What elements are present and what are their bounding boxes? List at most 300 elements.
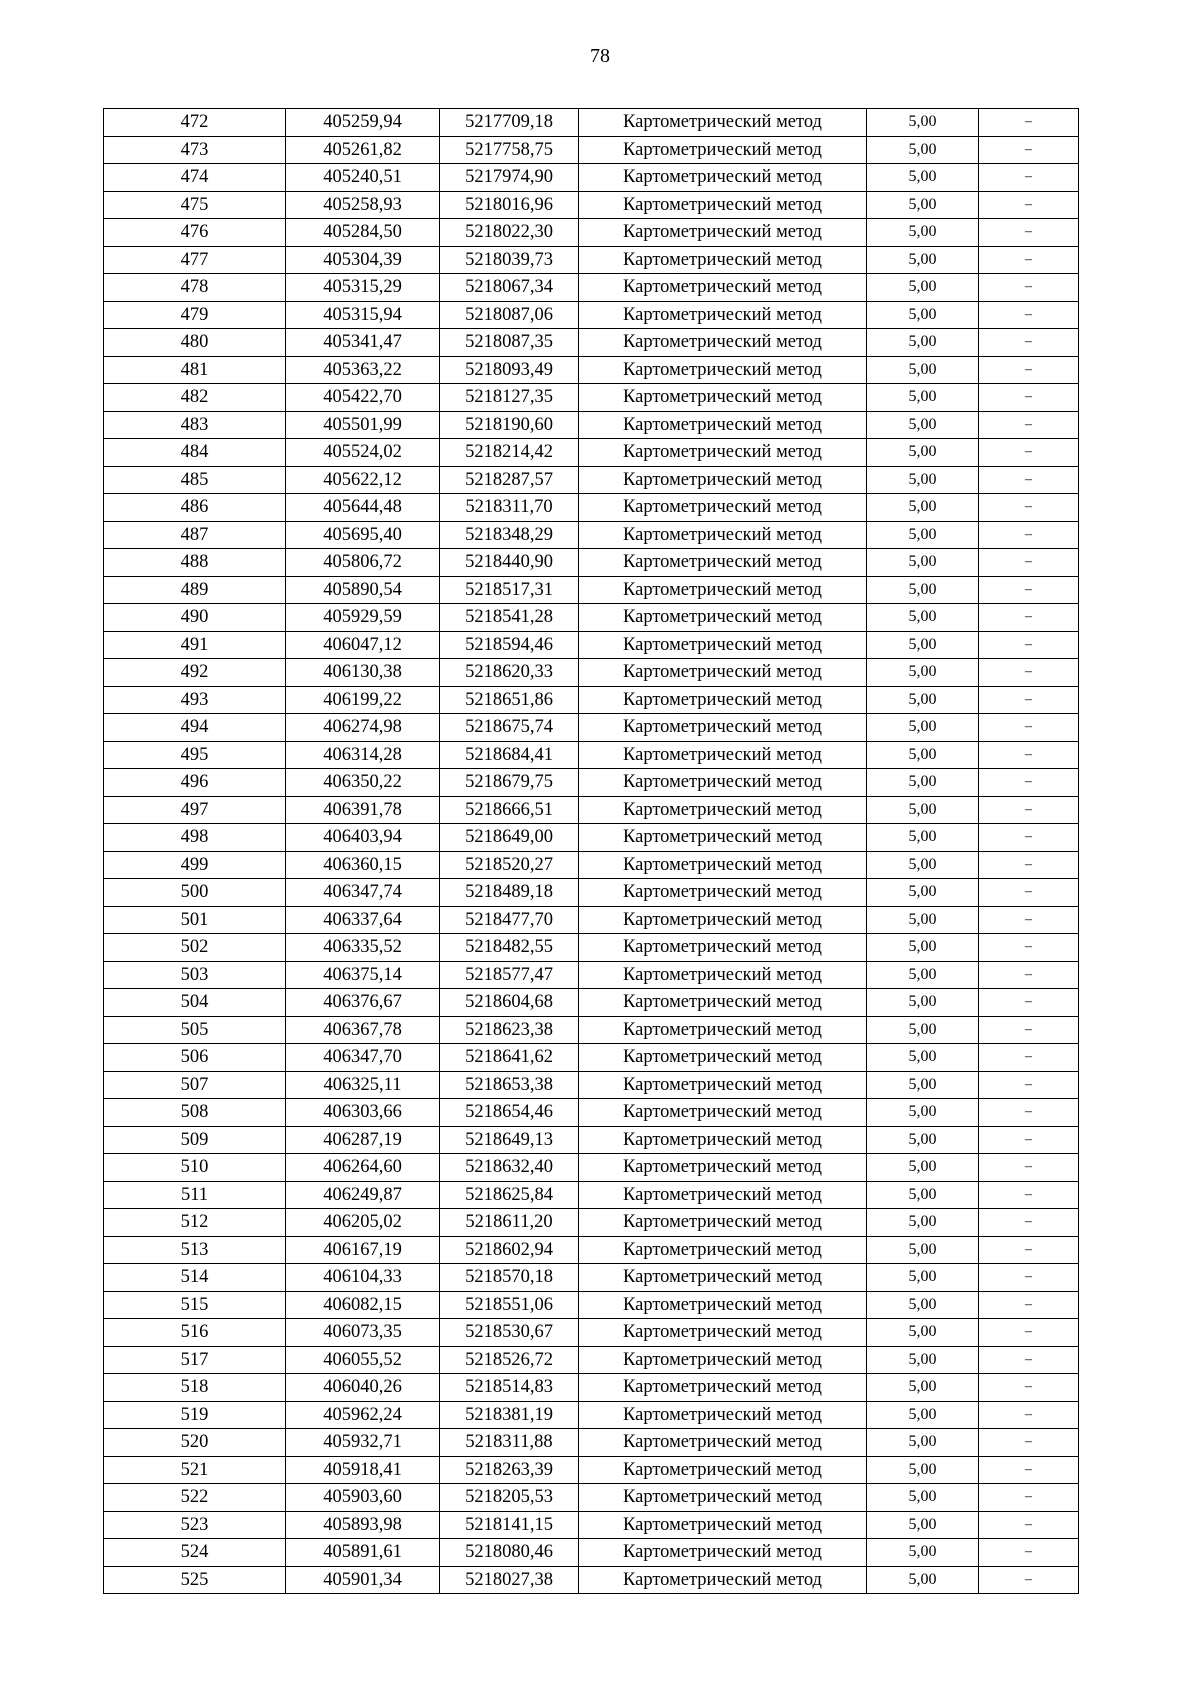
note-cell: – bbox=[979, 1016, 1079, 1044]
x-coordinate-cell: 405929,59 bbox=[286, 604, 440, 632]
x-coordinate-cell: 406367,78 bbox=[286, 1016, 440, 1044]
accuracy-cell: 5,00 bbox=[867, 109, 979, 137]
note-cell: – bbox=[979, 989, 1079, 1017]
method-cell: Картометрический метод bbox=[579, 1209, 867, 1237]
note-cell: – bbox=[979, 824, 1079, 852]
table-row bbox=[104, 576, 1079, 604]
point-number-cell: 516 bbox=[104, 1319, 286, 1347]
table-row bbox=[104, 604, 1079, 632]
method-cell: Картометрический метод bbox=[579, 604, 867, 632]
x-coordinate-cell: 406073,35 bbox=[286, 1319, 440, 1347]
accuracy-cell: 5,00 bbox=[867, 329, 979, 357]
x-coordinate-cell: 406047,12 bbox=[286, 631, 440, 659]
x-coordinate-cell: 406325,11 bbox=[286, 1071, 440, 1099]
method-cell: Картометрический метод bbox=[579, 301, 867, 329]
table-row bbox=[104, 1456, 1079, 1484]
table-row bbox=[104, 1209, 1079, 1237]
accuracy-cell: 5,00 bbox=[867, 1126, 979, 1154]
table-row bbox=[104, 1291, 1079, 1319]
method-cell: Картометрический метод bbox=[579, 439, 867, 467]
table-row bbox=[104, 384, 1079, 412]
x-coordinate-cell: 406391,78 bbox=[286, 796, 440, 824]
method-cell: Картометрический метод bbox=[579, 686, 867, 714]
point-number-cell: 485 bbox=[104, 466, 286, 494]
note-cell: – bbox=[979, 1291, 1079, 1319]
x-coordinate-cell: 406199,22 bbox=[286, 686, 440, 714]
accuracy-cell: 5,00 bbox=[867, 824, 979, 852]
x-coordinate-cell: 406287,19 bbox=[286, 1126, 440, 1154]
accuracy-cell: 5,00 bbox=[867, 686, 979, 714]
y-coordinate-cell: 5218675,74 bbox=[440, 714, 579, 742]
x-coordinate-cell: 405622,12 bbox=[286, 466, 440, 494]
x-coordinate-cell: 406130,38 bbox=[286, 659, 440, 687]
accuracy-cell: 5,00 bbox=[867, 1209, 979, 1237]
accuracy-cell: 5,00 bbox=[867, 659, 979, 687]
accuracy-cell: 5,00 bbox=[867, 1181, 979, 1209]
point-number-cell: 520 bbox=[104, 1429, 286, 1457]
point-number-cell: 503 bbox=[104, 961, 286, 989]
method-cell: Картометрический метод bbox=[579, 934, 867, 962]
point-number-cell: 509 bbox=[104, 1126, 286, 1154]
y-coordinate-cell: 5218684,41 bbox=[440, 741, 579, 769]
note-cell: – bbox=[979, 219, 1079, 247]
accuracy-cell: 5,00 bbox=[867, 1539, 979, 1567]
table-row bbox=[104, 879, 1079, 907]
table-row bbox=[104, 851, 1079, 879]
note-cell: – bbox=[979, 906, 1079, 934]
point-number-cell: 506 bbox=[104, 1044, 286, 1072]
y-coordinate-cell: 5218087,06 bbox=[440, 301, 579, 329]
x-coordinate-cell: 405695,40 bbox=[286, 521, 440, 549]
point-number-cell: 523 bbox=[104, 1511, 286, 1539]
accuracy-cell: 5,00 bbox=[867, 906, 979, 934]
method-cell: Картометрический метод bbox=[579, 879, 867, 907]
note-cell: – bbox=[979, 1236, 1079, 1264]
method-cell: Картометрический метод bbox=[579, 191, 867, 219]
x-coordinate-cell: 406274,98 bbox=[286, 714, 440, 742]
table-row bbox=[104, 1374, 1079, 1402]
x-coordinate-cell: 406104,33 bbox=[286, 1264, 440, 1292]
y-coordinate-cell: 5218311,88 bbox=[440, 1429, 579, 1457]
table-row bbox=[104, 769, 1079, 797]
point-number-cell: 487 bbox=[104, 521, 286, 549]
note-cell: – bbox=[979, 301, 1079, 329]
note-cell: – bbox=[979, 1154, 1079, 1182]
note-cell: – bbox=[979, 1456, 1079, 1484]
accuracy-cell: 5,00 bbox=[867, 1429, 979, 1457]
x-coordinate-cell: 406335,52 bbox=[286, 934, 440, 962]
point-number-cell: 511 bbox=[104, 1181, 286, 1209]
point-number-cell: 483 bbox=[104, 411, 286, 439]
x-coordinate-cell: 405524,02 bbox=[286, 439, 440, 467]
note-cell: – bbox=[979, 384, 1079, 412]
accuracy-cell: 5,00 bbox=[867, 769, 979, 797]
accuracy-cell: 5,00 bbox=[867, 411, 979, 439]
note-cell: – bbox=[979, 604, 1079, 632]
x-coordinate-cell: 406350,22 bbox=[286, 769, 440, 797]
method-cell: Картометрический метод bbox=[579, 549, 867, 577]
y-coordinate-cell: 5218602,94 bbox=[440, 1236, 579, 1264]
accuracy-cell: 5,00 bbox=[867, 521, 979, 549]
point-number-cell: 504 bbox=[104, 989, 286, 1017]
point-number-cell: 484 bbox=[104, 439, 286, 467]
x-coordinate-cell: 405284,50 bbox=[286, 219, 440, 247]
table-row bbox=[104, 631, 1079, 659]
y-coordinate-cell: 5218190,60 bbox=[440, 411, 579, 439]
note-cell: – bbox=[979, 246, 1079, 274]
method-cell: Картометрический метод bbox=[579, 164, 867, 192]
method-cell: Картометрический метод bbox=[579, 109, 867, 137]
method-cell: Картометрический метод bbox=[579, 1401, 867, 1429]
point-number-cell: 481 bbox=[104, 356, 286, 384]
x-coordinate-cell: 406337,64 bbox=[286, 906, 440, 934]
point-number-cell: 494 bbox=[104, 714, 286, 742]
accuracy-cell: 5,00 bbox=[867, 576, 979, 604]
x-coordinate-cell: 405893,98 bbox=[286, 1511, 440, 1539]
y-coordinate-cell: 5218087,35 bbox=[440, 329, 579, 357]
method-cell: Картометрический метод bbox=[579, 1566, 867, 1594]
point-number-cell: 489 bbox=[104, 576, 286, 604]
method-cell: Картометрический метод bbox=[579, 824, 867, 852]
y-coordinate-cell: 5218641,62 bbox=[440, 1044, 579, 1072]
y-coordinate-cell: 5218311,70 bbox=[440, 494, 579, 522]
table-row bbox=[104, 1236, 1079, 1264]
note-cell: – bbox=[979, 1044, 1079, 1072]
method-cell: Картометрический метод bbox=[579, 1456, 867, 1484]
method-cell: Картометрический метод bbox=[579, 466, 867, 494]
x-coordinate-cell: 406360,15 bbox=[286, 851, 440, 879]
accuracy-cell: 5,00 bbox=[867, 301, 979, 329]
page-number: 78 bbox=[590, 45, 610, 67]
point-number-cell: 499 bbox=[104, 851, 286, 879]
y-coordinate-cell: 5218214,42 bbox=[440, 439, 579, 467]
note-cell: – bbox=[979, 521, 1079, 549]
point-number-cell: 505 bbox=[104, 1016, 286, 1044]
coordinates-table bbox=[103, 108, 1079, 1594]
point-number-cell: 522 bbox=[104, 1484, 286, 1512]
table-row bbox=[104, 1401, 1079, 1429]
point-number-cell: 488 bbox=[104, 549, 286, 577]
accuracy-cell: 5,00 bbox=[867, 631, 979, 659]
accuracy-cell: 5,00 bbox=[867, 219, 979, 247]
point-number-cell: 507 bbox=[104, 1071, 286, 1099]
x-coordinate-cell: 406249,87 bbox=[286, 1181, 440, 1209]
point-number-cell: 476 bbox=[104, 219, 286, 247]
accuracy-cell: 5,00 bbox=[867, 384, 979, 412]
accuracy-cell: 5,00 bbox=[867, 439, 979, 467]
note-cell: – bbox=[979, 164, 1079, 192]
y-coordinate-cell: 5218577,47 bbox=[440, 961, 579, 989]
method-cell: Картометрический метод bbox=[579, 1181, 867, 1209]
x-coordinate-cell: 406055,52 bbox=[286, 1346, 440, 1374]
x-coordinate-cell: 406082,15 bbox=[286, 1291, 440, 1319]
table-row bbox=[104, 1044, 1079, 1072]
method-cell: Картометрический метод bbox=[579, 136, 867, 164]
x-coordinate-cell: 405644,48 bbox=[286, 494, 440, 522]
accuracy-cell: 5,00 bbox=[867, 1511, 979, 1539]
table-row bbox=[104, 411, 1079, 439]
method-cell: Картометрический метод bbox=[579, 1291, 867, 1319]
accuracy-cell: 5,00 bbox=[867, 1154, 979, 1182]
x-coordinate-cell: 405962,24 bbox=[286, 1401, 440, 1429]
y-coordinate-cell: 5218570,18 bbox=[440, 1264, 579, 1292]
table-row bbox=[104, 549, 1079, 577]
y-coordinate-cell: 5218654,46 bbox=[440, 1099, 579, 1127]
point-number-cell: 480 bbox=[104, 329, 286, 357]
point-number-cell: 515 bbox=[104, 1291, 286, 1319]
method-cell: Картометрический метод bbox=[579, 1236, 867, 1264]
point-number-cell: 514 bbox=[104, 1264, 286, 1292]
point-number-cell: 501 bbox=[104, 906, 286, 934]
x-coordinate-cell: 405341,47 bbox=[286, 329, 440, 357]
x-coordinate-cell: 406040,26 bbox=[286, 1374, 440, 1402]
accuracy-cell: 5,00 bbox=[867, 1099, 979, 1127]
point-number-cell: 498 bbox=[104, 824, 286, 852]
method-cell: Картометрический метод bbox=[579, 714, 867, 742]
note-cell: – bbox=[979, 1429, 1079, 1457]
method-cell: Картометрический метод bbox=[579, 1429, 867, 1457]
method-cell: Картометрический метод bbox=[579, 576, 867, 604]
coordinates-table-body bbox=[104, 109, 1079, 1594]
point-number-cell: 510 bbox=[104, 1154, 286, 1182]
y-coordinate-cell: 5218653,38 bbox=[440, 1071, 579, 1099]
accuracy-cell: 5,00 bbox=[867, 1071, 979, 1099]
table-row bbox=[104, 934, 1079, 962]
point-number-cell: 525 bbox=[104, 1566, 286, 1594]
y-coordinate-cell: 5218022,30 bbox=[440, 219, 579, 247]
accuracy-cell: 5,00 bbox=[867, 1291, 979, 1319]
note-cell: – bbox=[979, 796, 1079, 824]
note-cell: – bbox=[979, 1401, 1079, 1429]
x-coordinate-cell: 405932,71 bbox=[286, 1429, 440, 1457]
note-cell: – bbox=[979, 631, 1079, 659]
table-row bbox=[104, 164, 1079, 192]
note-cell: – bbox=[979, 439, 1079, 467]
y-coordinate-cell: 5218287,57 bbox=[440, 466, 579, 494]
y-coordinate-cell: 5218679,75 bbox=[440, 769, 579, 797]
method-cell: Картометрический метод bbox=[579, 1016, 867, 1044]
note-cell: – bbox=[979, 851, 1079, 879]
table-row bbox=[104, 796, 1079, 824]
y-coordinate-cell: 5218381,19 bbox=[440, 1401, 579, 1429]
table-row bbox=[104, 659, 1079, 687]
table-row bbox=[104, 1511, 1079, 1539]
point-number-cell: 491 bbox=[104, 631, 286, 659]
accuracy-cell: 5,00 bbox=[867, 1566, 979, 1594]
y-coordinate-cell: 5217758,75 bbox=[440, 136, 579, 164]
point-number-cell: 524 bbox=[104, 1539, 286, 1567]
y-coordinate-cell: 5218348,29 bbox=[440, 521, 579, 549]
table-row bbox=[104, 686, 1079, 714]
y-coordinate-cell: 5218517,31 bbox=[440, 576, 579, 604]
table-row bbox=[104, 301, 1079, 329]
x-coordinate-cell: 406167,19 bbox=[286, 1236, 440, 1264]
table-row bbox=[104, 1016, 1079, 1044]
table-row bbox=[104, 246, 1079, 274]
accuracy-cell: 5,00 bbox=[867, 961, 979, 989]
note-cell: – bbox=[979, 1346, 1079, 1374]
accuracy-cell: 5,00 bbox=[867, 246, 979, 274]
method-cell: Картометрический метод bbox=[579, 1346, 867, 1374]
table-row bbox=[104, 906, 1079, 934]
y-coordinate-cell: 5218514,83 bbox=[440, 1374, 579, 1402]
y-coordinate-cell: 5218141,15 bbox=[440, 1511, 579, 1539]
x-coordinate-cell: 405501,99 bbox=[286, 411, 440, 439]
method-cell: Картометрический метод bbox=[579, 1484, 867, 1512]
note-cell: – bbox=[979, 1264, 1079, 1292]
accuracy-cell: 5,00 bbox=[867, 796, 979, 824]
y-coordinate-cell: 5218604,68 bbox=[440, 989, 579, 1017]
point-number-cell: 493 bbox=[104, 686, 286, 714]
method-cell: Картометрический метод bbox=[579, 1511, 867, 1539]
note-cell: – bbox=[979, 136, 1079, 164]
method-cell: Картометрический метод bbox=[579, 1539, 867, 1567]
note-cell: – bbox=[979, 1566, 1079, 1594]
x-coordinate-cell: 406264,60 bbox=[286, 1154, 440, 1182]
method-cell: Картометрический метод bbox=[579, 384, 867, 412]
method-cell: Картометрический метод bbox=[579, 851, 867, 879]
note-cell: – bbox=[979, 494, 1079, 522]
method-cell: Картометрический метод bbox=[579, 1044, 867, 1072]
method-cell: Картометрический метод bbox=[579, 1071, 867, 1099]
point-number-cell: 495 bbox=[104, 741, 286, 769]
note-cell: – bbox=[979, 576, 1079, 604]
point-number-cell: 477 bbox=[104, 246, 286, 274]
method-cell: Картометрический метод bbox=[579, 741, 867, 769]
y-coordinate-cell: 5217974,90 bbox=[440, 164, 579, 192]
accuracy-cell: 5,00 bbox=[867, 1016, 979, 1044]
y-coordinate-cell: 5218594,46 bbox=[440, 631, 579, 659]
table-row bbox=[104, 824, 1079, 852]
method-cell: Картометрический метод bbox=[579, 494, 867, 522]
table-row bbox=[104, 136, 1079, 164]
table-row bbox=[104, 219, 1079, 247]
note-cell: – bbox=[979, 191, 1079, 219]
accuracy-cell: 5,00 bbox=[867, 1264, 979, 1292]
note-cell: – bbox=[979, 274, 1079, 302]
accuracy-cell: 5,00 bbox=[867, 879, 979, 907]
y-coordinate-cell: 5218551,06 bbox=[440, 1291, 579, 1319]
point-number-cell: 497 bbox=[104, 796, 286, 824]
x-coordinate-cell: 405315,94 bbox=[286, 301, 440, 329]
y-coordinate-cell: 5218623,38 bbox=[440, 1016, 579, 1044]
accuracy-cell: 5,00 bbox=[867, 274, 979, 302]
point-number-cell: 521 bbox=[104, 1456, 286, 1484]
table-row bbox=[104, 1566, 1079, 1594]
y-coordinate-cell: 5218649,00 bbox=[440, 824, 579, 852]
y-coordinate-cell: 5218127,35 bbox=[440, 384, 579, 412]
note-cell: – bbox=[979, 1511, 1079, 1539]
accuracy-cell: 5,00 bbox=[867, 1236, 979, 1264]
point-number-cell: 502 bbox=[104, 934, 286, 962]
y-coordinate-cell: 5218205,53 bbox=[440, 1484, 579, 1512]
method-cell: Картометрический метод bbox=[579, 521, 867, 549]
y-coordinate-cell: 5218027,38 bbox=[440, 1566, 579, 1594]
point-number-cell: 474 bbox=[104, 164, 286, 192]
table-row bbox=[104, 1539, 1079, 1567]
x-coordinate-cell: 406347,74 bbox=[286, 879, 440, 907]
table-row bbox=[104, 961, 1079, 989]
x-coordinate-cell: 406205,02 bbox=[286, 1209, 440, 1237]
method-cell: Картометрический метод bbox=[579, 906, 867, 934]
x-coordinate-cell: 406375,14 bbox=[286, 961, 440, 989]
y-coordinate-cell: 5217709,18 bbox=[440, 109, 579, 137]
y-coordinate-cell: 5218080,46 bbox=[440, 1539, 579, 1567]
table-row bbox=[104, 356, 1079, 384]
method-cell: Картометрический метод bbox=[579, 1154, 867, 1182]
method-cell: Картометрический метод bbox=[579, 329, 867, 357]
method-cell: Картометрический метод bbox=[579, 769, 867, 797]
table-row bbox=[104, 191, 1079, 219]
note-cell: – bbox=[979, 1319, 1079, 1347]
method-cell: Картометрический метод bbox=[579, 961, 867, 989]
table-row bbox=[104, 1484, 1079, 1512]
y-coordinate-cell: 5218526,72 bbox=[440, 1346, 579, 1374]
accuracy-cell: 5,00 bbox=[867, 191, 979, 219]
note-cell: – bbox=[979, 411, 1079, 439]
table-row bbox=[104, 1264, 1079, 1292]
accuracy-cell: 5,00 bbox=[867, 1401, 979, 1429]
y-coordinate-cell: 5218039,73 bbox=[440, 246, 579, 274]
method-cell: Картометрический метод bbox=[579, 1264, 867, 1292]
note-cell: – bbox=[979, 1209, 1079, 1237]
y-coordinate-cell: 5218530,67 bbox=[440, 1319, 579, 1347]
x-coordinate-cell: 405918,41 bbox=[286, 1456, 440, 1484]
y-coordinate-cell: 5218649,13 bbox=[440, 1126, 579, 1154]
accuracy-cell: 5,00 bbox=[867, 1484, 979, 1512]
method-cell: Картометрический метод bbox=[579, 1374, 867, 1402]
method-cell: Картометрический метод bbox=[579, 1099, 867, 1127]
accuracy-cell: 5,00 bbox=[867, 989, 979, 1017]
accuracy-cell: 5,00 bbox=[867, 1319, 979, 1347]
accuracy-cell: 5,00 bbox=[867, 549, 979, 577]
table-row bbox=[104, 329, 1079, 357]
note-cell: – bbox=[979, 769, 1079, 797]
note-cell: – bbox=[979, 1539, 1079, 1567]
table-row bbox=[104, 1319, 1079, 1347]
method-cell: Картометрический метод bbox=[579, 356, 867, 384]
table-row bbox=[104, 741, 1079, 769]
table-row bbox=[104, 1181, 1079, 1209]
accuracy-cell: 5,00 bbox=[867, 934, 979, 962]
note-cell: – bbox=[979, 1374, 1079, 1402]
table-row bbox=[104, 1429, 1079, 1457]
note-cell: – bbox=[979, 741, 1079, 769]
y-coordinate-cell: 5218482,55 bbox=[440, 934, 579, 962]
x-coordinate-cell: 405903,60 bbox=[286, 1484, 440, 1512]
point-number-cell: 482 bbox=[104, 384, 286, 412]
point-number-cell: 518 bbox=[104, 1374, 286, 1402]
table-row bbox=[104, 1099, 1079, 1127]
note-cell: – bbox=[979, 1099, 1079, 1127]
point-number-cell: 496 bbox=[104, 769, 286, 797]
x-coordinate-cell: 406347,70 bbox=[286, 1044, 440, 1072]
table-row bbox=[104, 109, 1079, 137]
x-coordinate-cell: 405315,29 bbox=[286, 274, 440, 302]
note-cell: – bbox=[979, 686, 1079, 714]
x-coordinate-cell: 405240,51 bbox=[286, 164, 440, 192]
y-coordinate-cell: 5218440,90 bbox=[440, 549, 579, 577]
table-row bbox=[104, 989, 1079, 1017]
note-cell: – bbox=[979, 466, 1079, 494]
note-cell: – bbox=[979, 1126, 1079, 1154]
x-coordinate-cell: 406314,28 bbox=[286, 741, 440, 769]
note-cell: – bbox=[979, 329, 1079, 357]
x-coordinate-cell: 405258,93 bbox=[286, 191, 440, 219]
x-coordinate-cell: 405891,61 bbox=[286, 1539, 440, 1567]
table-row bbox=[104, 1346, 1079, 1374]
accuracy-cell: 5,00 bbox=[867, 1374, 979, 1402]
